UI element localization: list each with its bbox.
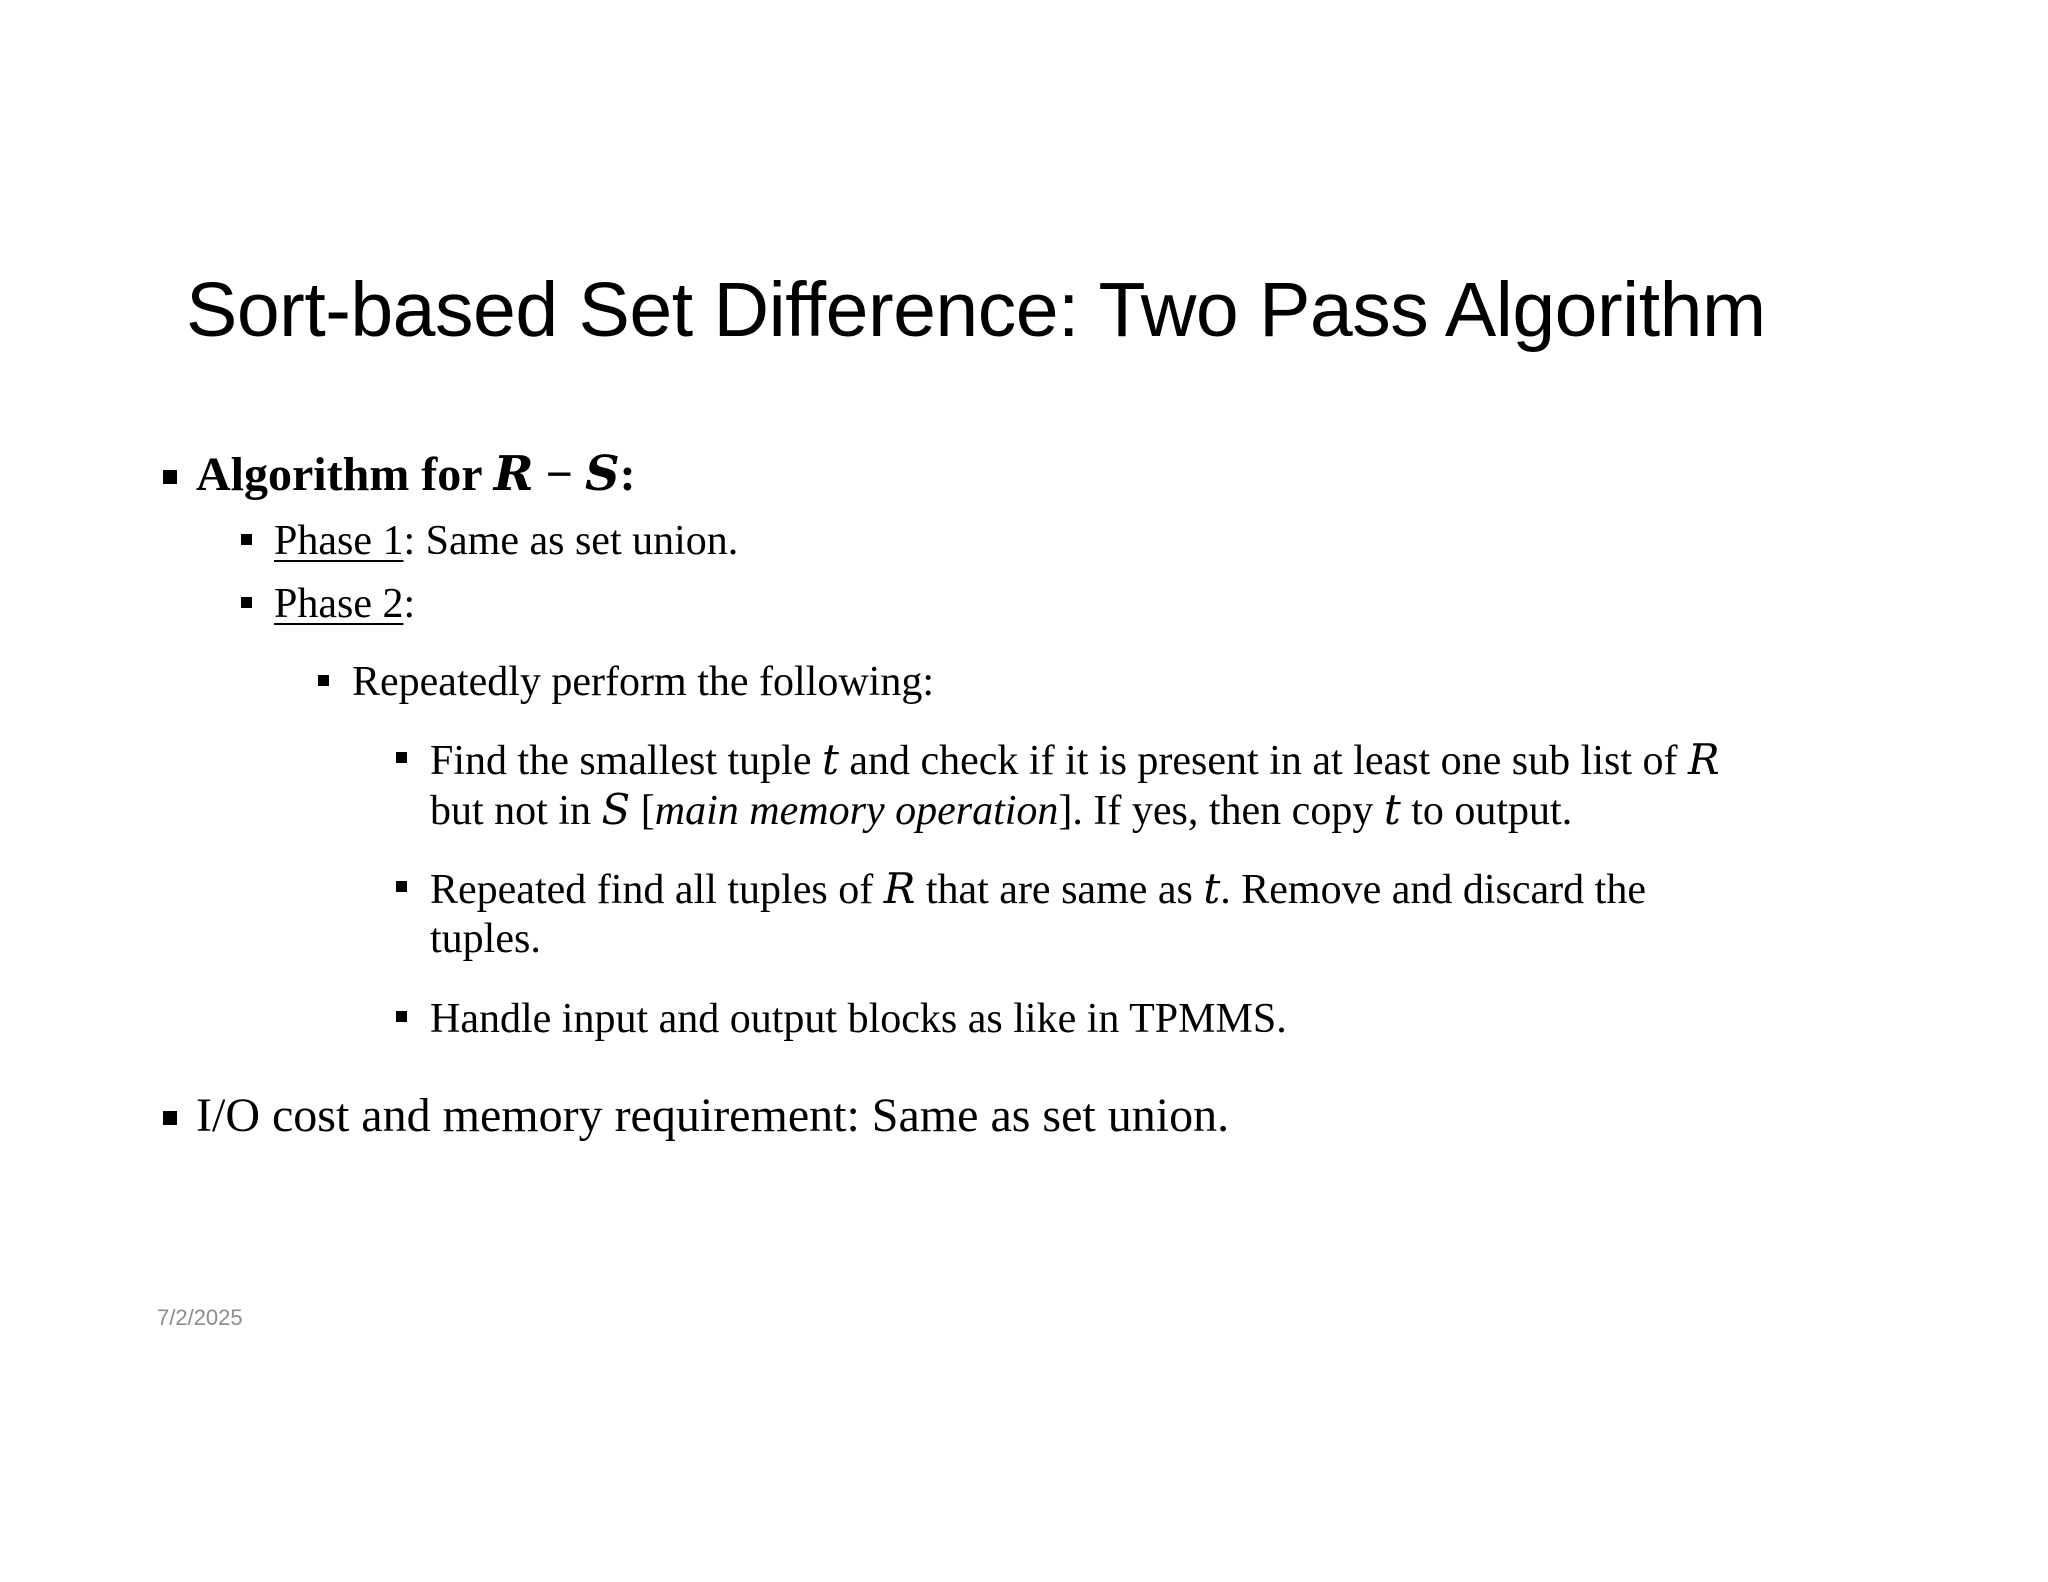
square-bullet-icon xyxy=(396,752,407,763)
math-r: R xyxy=(493,446,534,502)
phase-2-label: Phase 2 xyxy=(274,581,404,627)
square-bullet-icon xyxy=(163,470,177,484)
repeated-part-3: . Remove and discard the xyxy=(1220,867,1646,913)
square-bullet-icon xyxy=(396,881,407,892)
math-r: R xyxy=(1688,735,1720,784)
handle-text: Handle input and output blocks as like in TPMMS. xyxy=(430,996,1287,1042)
phase-1-text: : Same as set union. xyxy=(403,518,739,564)
square-bullet-icon xyxy=(396,1011,407,1022)
bullet-repeated-line-1 xyxy=(430,864,1646,915)
find-part-5: ]. If yes, then copy xyxy=(1058,788,1384,834)
bullet-find-line-1 xyxy=(430,735,1720,786)
repeated-part-4: tuples. xyxy=(430,916,541,962)
find-part-2: and check if it is present in at least one sub list of xyxy=(838,738,1688,784)
math-t: t xyxy=(1383,785,1401,834)
find-part-6: to output. xyxy=(1400,788,1573,834)
find-part-3: but not in xyxy=(430,788,602,834)
math-t: t xyxy=(821,735,839,784)
slide-date: 7/2/2025 xyxy=(157,1305,243,1330)
math-t: t xyxy=(1203,864,1221,913)
find-italic: main memory operation xyxy=(654,788,1059,834)
io-text: I/O cost and memory requirement: Same as set union. xyxy=(196,1089,1230,1142)
bullet-repeated-line-2 xyxy=(430,914,541,964)
phase-1-label: Phase 1 xyxy=(274,518,404,564)
slide-title: Sort-based Set Difference: Two Pass Algorithm xyxy=(186,267,1766,353)
bullet-io-cost xyxy=(196,1088,1229,1143)
square-bullet-icon xyxy=(163,1111,177,1125)
algorithm-prefix: Algorithm for xyxy=(196,448,494,501)
phase-2-text: : xyxy=(403,581,416,627)
square-bullet-icon xyxy=(241,534,252,545)
math-s: S xyxy=(601,785,631,834)
square-bullet-icon xyxy=(241,597,252,608)
bullet-phase-1 xyxy=(274,517,738,565)
find-part-4: [ xyxy=(630,788,655,834)
repeat-text: Repeatedly perform the following: xyxy=(352,659,934,705)
repeated-part-2: that are same as xyxy=(915,867,1204,913)
square-bullet-icon xyxy=(318,675,329,686)
math-r: R xyxy=(883,864,916,913)
find-part-1: Find the smallest tuple xyxy=(430,738,822,784)
algorithm-suffix: : xyxy=(619,448,636,501)
repeated-part-1: Repeated find all tuples of xyxy=(430,867,884,913)
bullet-find-line-2 xyxy=(430,785,1572,836)
bullet-algorithm xyxy=(196,447,636,502)
math-s: S xyxy=(584,446,620,502)
bullet-repeat xyxy=(352,658,934,706)
bullet-handle xyxy=(430,994,1287,1044)
bullet-phase-2 xyxy=(274,580,415,628)
math-minus: − xyxy=(533,448,585,501)
